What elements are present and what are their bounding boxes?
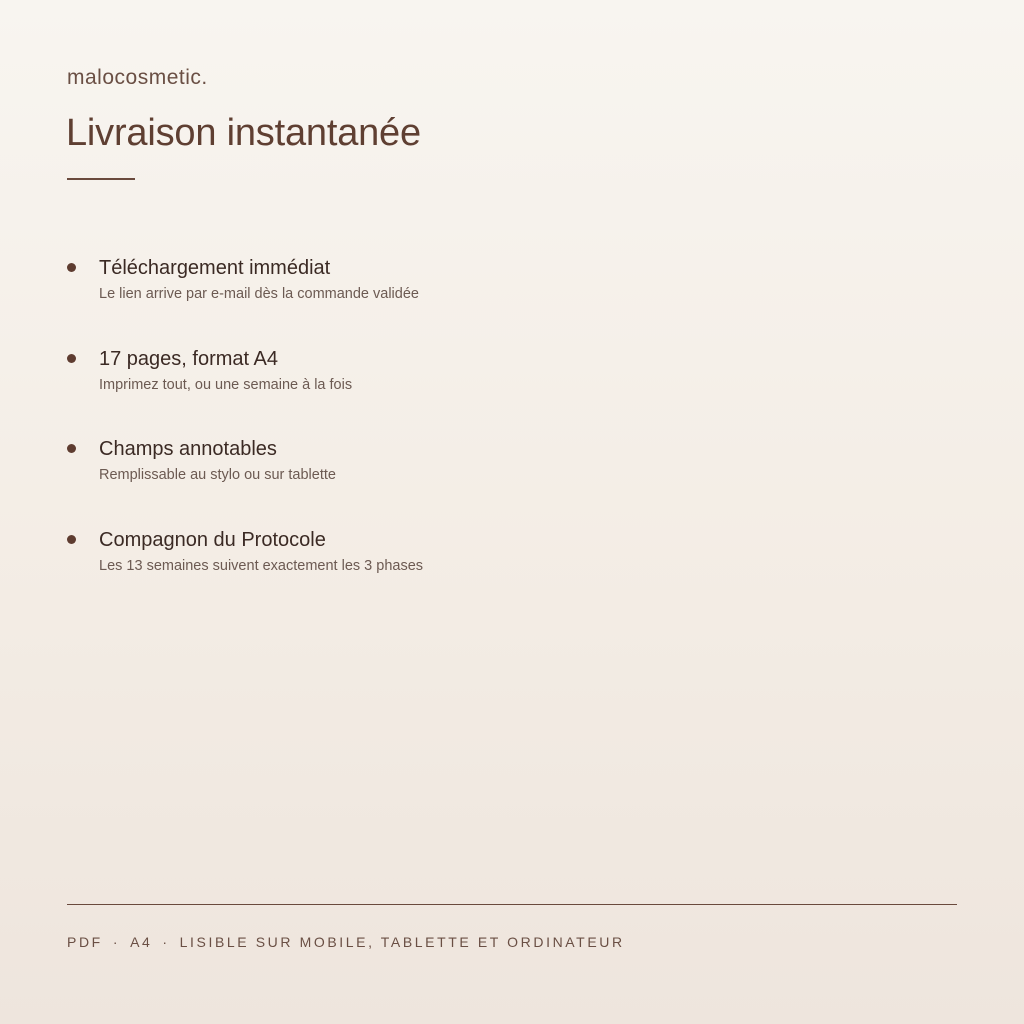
feature-title: Téléchargement immédiat (99, 257, 331, 279)
feature-title: Champs annotables (99, 438, 277, 461)
bullet-icon (67, 444, 76, 453)
feature-title: Compagnon du Protocole (99, 528, 326, 551)
feature-item (67, 437, 947, 528)
feature-description: Remplissable au stylo ou sur tablette (99, 467, 336, 484)
footer-separator: · (162, 934, 170, 950)
footer-separator: · (112, 934, 121, 950)
feature-description: Imprimez tout, ou une semaine à la fois (99, 376, 353, 393)
title-underline (67, 178, 135, 180)
brand-logo-text: malocosmetic. (67, 66, 208, 89)
feature-description: Le lien arrive par e-mail dès la commande validée (99, 286, 419, 302)
footer-item-size: A4 (130, 934, 153, 950)
feature-item (67, 256, 947, 347)
footer-divider (67, 904, 957, 905)
footer-specs (67, 934, 625, 950)
feature-description: Les 13 semaines suivent exactement les 3 phases (99, 557, 424, 574)
bullet-icon (67, 354, 76, 363)
footer-item-compatibility: LISIBLE SUR MOBILE, TABLETTE ET ORDINATEUR (179, 934, 625, 950)
page-title: Livraison instantanée (66, 112, 421, 154)
footer-item-format: PDF (67, 934, 103, 950)
bullet-icon (67, 535, 76, 544)
bullet-icon (67, 263, 76, 272)
feature-item (67, 528, 947, 619)
feature-list (67, 256, 947, 618)
feature-item (67, 347, 947, 438)
feature-title: 17 pages, format A4 (99, 347, 279, 370)
